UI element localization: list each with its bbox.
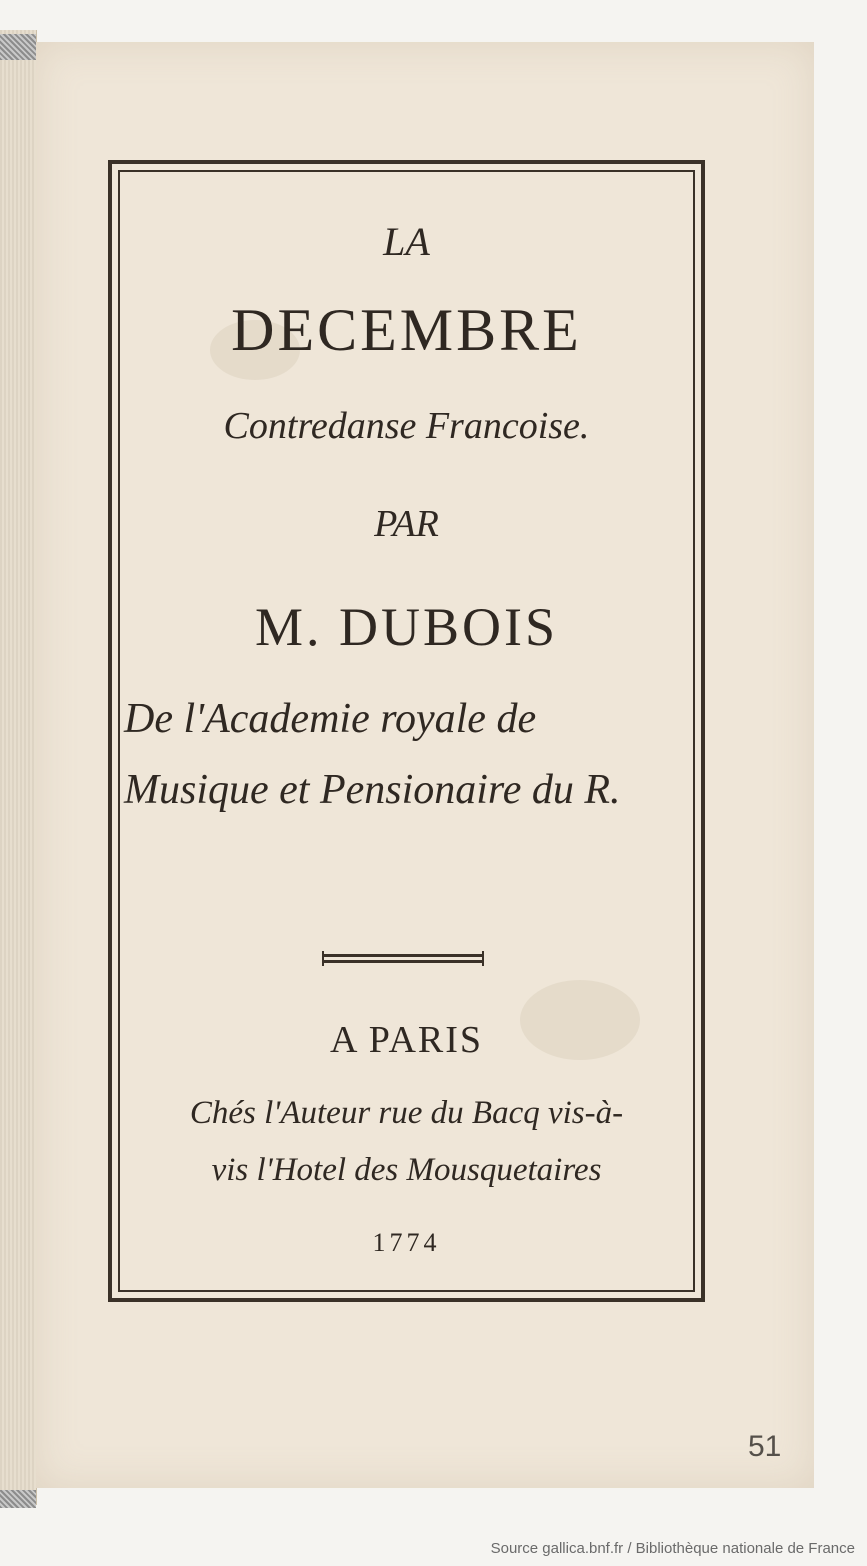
- ornamental-rule: [322, 954, 484, 963]
- imprint-place: A PARIS: [329, 1019, 484, 1061]
- source-credit: Source gallica.bnf.fr / Bibliothèque nationale de France: [490, 1540, 855, 1557]
- folio-number: 51: [748, 1430, 782, 1463]
- binding-fabric-bottom: [0, 1490, 36, 1508]
- imprint-year: 1774: [372, 1228, 441, 1257]
- title-article: LA: [383, 219, 430, 264]
- imprint-address-1: Chés l'Auteur rue du Bacq vis-à-: [189, 1095, 624, 1131]
- author-affiliation-2: Musique et Pensionaire du R.: [124, 767, 621, 813]
- binding-fabric-top: [0, 34, 36, 60]
- title-main: DECEMBRE: [231, 297, 582, 363]
- by-line: PAR: [374, 503, 439, 545]
- title-subtitle: Contredanse Francoise.: [223, 405, 590, 447]
- author-affiliation-1: De l'Academie royale de: [124, 696, 537, 742]
- author-name: M. DUBOIS: [254, 597, 559, 657]
- imprint-address-2: vis l'Hotel des Mousquetaires: [211, 1152, 602, 1188]
- page-edges: [0, 30, 36, 1505]
